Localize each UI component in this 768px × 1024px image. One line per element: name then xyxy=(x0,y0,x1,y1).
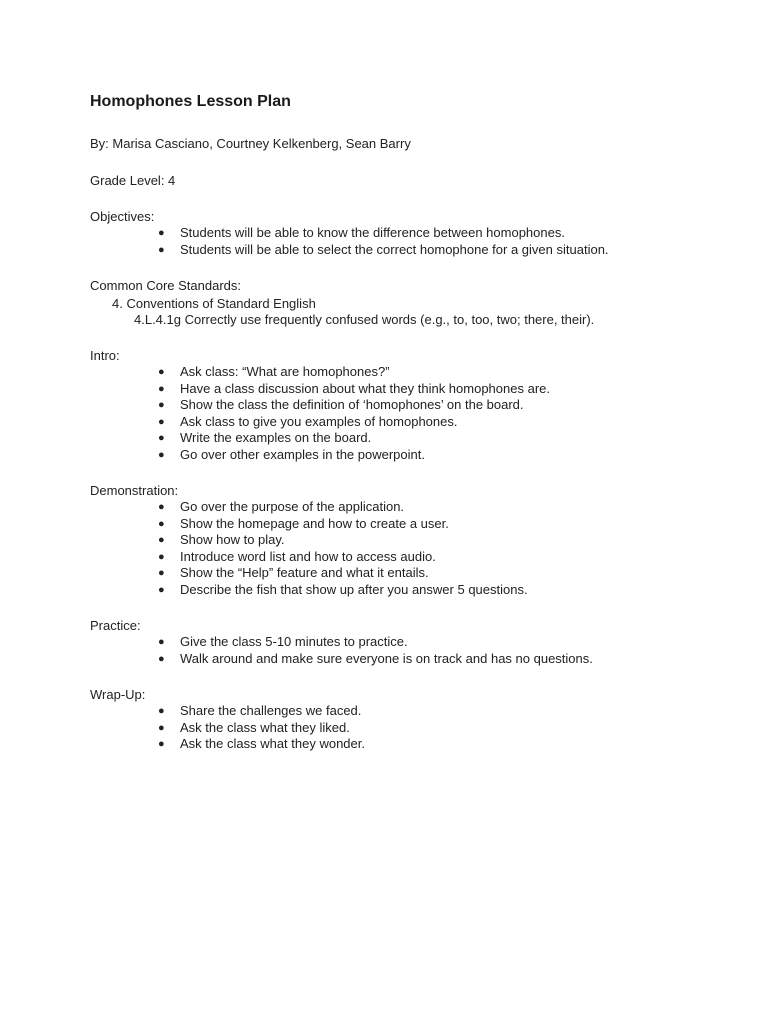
list-item xyxy=(158,225,730,242)
list-item-text: Students will be able to select the correct homophone for a given situation. xyxy=(180,241,609,257)
authors-line: By: Marisa Casciano, Courtney Kelkenberg, Sean Barry xyxy=(90,136,411,151)
list-item xyxy=(158,720,730,737)
bullet-icon: ● xyxy=(158,721,165,734)
list-item-text: Introduce word list and how to access audio. xyxy=(180,548,436,564)
list-item-text: Go over the purpose of the application. xyxy=(180,499,405,514)
list-item xyxy=(158,565,730,582)
bullet-icon: ● xyxy=(158,517,165,530)
list-item-text: Show the homepage and how to create a user. xyxy=(180,515,449,531)
list-item-text: Show how to play. xyxy=(180,532,285,547)
bullet-icon: ● xyxy=(158,705,165,717)
practice-heading: Practice: xyxy=(90,618,141,633)
list-item-text: Give the class 5-10 minutes to practice. xyxy=(180,634,408,649)
document-title: Homophones Lesson Plan xyxy=(90,93,291,110)
list-item xyxy=(158,364,730,381)
list-item-text: Have a class discussion about what they think homophones are. xyxy=(180,380,550,396)
demonstration-heading: Demonstration: xyxy=(90,483,179,498)
list-item-text: Show the class the definition of ‘homophones’ on the board. xyxy=(180,397,524,412)
objectives-list xyxy=(90,225,730,258)
list-item-text: Walk around and make sure everyone is on track and has no questions. xyxy=(180,650,593,666)
bullet-icon: ● xyxy=(158,583,165,596)
list-item xyxy=(158,397,730,414)
list-item xyxy=(158,516,730,533)
list-item-text: Ask class to give you examples of homophones. xyxy=(180,413,458,429)
list-item xyxy=(158,447,730,464)
intro-list xyxy=(90,364,730,463)
bullet-icon: ● xyxy=(158,550,165,563)
bullet-icon: ● xyxy=(158,534,165,546)
list-item-text: Ask the class what they liked. xyxy=(180,719,350,735)
list-item xyxy=(158,634,730,651)
bullet-icon: ● xyxy=(158,636,165,648)
list-item xyxy=(158,430,730,447)
bullet-icon: ● xyxy=(158,415,165,428)
standards-sub-item: 4.L.4.1g Correctly use frequently confused words (e.g., to, too, two; there, their). xyxy=(134,312,595,327)
list-item xyxy=(158,532,730,549)
objectives-heading: Objectives: xyxy=(90,209,155,224)
list-item-text: Share the challenges we faced. xyxy=(180,703,362,718)
list-item-text: Ask the class what they wonder. xyxy=(180,736,365,751)
list-item xyxy=(158,736,730,753)
list-item-text: Students will be able to know the difference between homophones. xyxy=(180,225,565,240)
wrap-up-list xyxy=(90,703,730,753)
grade-level: Grade Level: 4 xyxy=(90,173,176,188)
list-item xyxy=(158,381,730,398)
bullet-icon: ● xyxy=(158,243,165,256)
list-item xyxy=(158,703,730,720)
list-item xyxy=(158,242,730,259)
practice-list xyxy=(90,634,730,667)
bullet-icon: ● xyxy=(158,399,165,411)
bullet-icon: ● xyxy=(158,382,165,395)
bullet-icon: ● xyxy=(158,738,165,750)
list-item xyxy=(158,499,730,516)
standards-heading: Common Core Standards: xyxy=(90,278,242,293)
bullet-icon: ● xyxy=(158,366,165,378)
list-item xyxy=(158,549,730,566)
demonstration-list xyxy=(90,499,730,598)
list-item-text: Ask class: “What are homophones?” xyxy=(180,364,390,379)
list-item-text: Show the “Help” feature and what it entails. xyxy=(180,565,429,580)
list-item-text: Write the examples on the board. xyxy=(180,430,372,445)
bullet-icon: ● xyxy=(158,567,165,579)
bullet-icon: ● xyxy=(158,448,165,461)
list-item xyxy=(158,582,730,599)
intro-heading: Intro: xyxy=(90,348,120,363)
bullet-icon: ● xyxy=(158,227,165,239)
bullet-icon: ● xyxy=(158,501,165,513)
document-page xyxy=(90,92,730,753)
bullet-icon: ● xyxy=(158,432,165,444)
standards-item: 4. Conventions of Standard English xyxy=(112,296,316,311)
bullet-icon: ● xyxy=(158,652,165,665)
wrap-up-heading: Wrap-Up: xyxy=(90,687,146,702)
list-item-text: Describe the fish that show up after you answer 5 questions. xyxy=(180,581,528,597)
list-item-text: Go over other examples in the powerpoint. xyxy=(180,446,425,462)
list-item xyxy=(158,414,730,431)
list-item xyxy=(158,651,730,668)
